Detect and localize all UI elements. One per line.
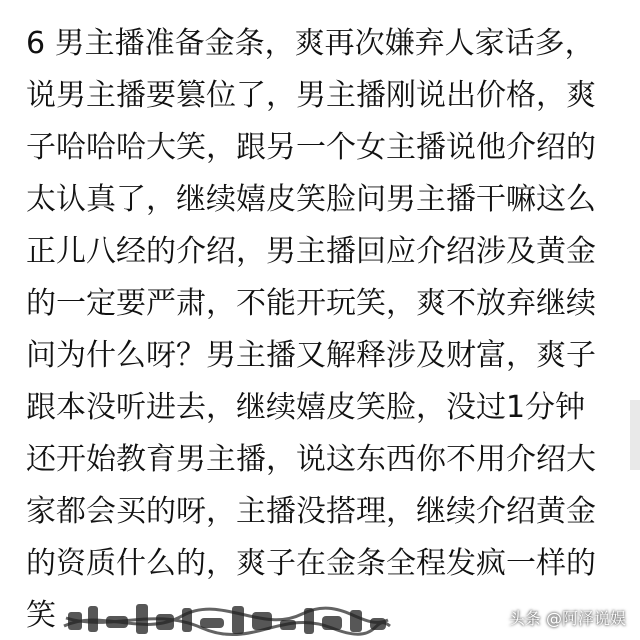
text-line: 笑 bbox=[26, 598, 56, 633]
text-line: 跟本没听进去，继续嬉皮笑脸，没过1分钟 bbox=[26, 390, 586, 425]
text-line: 正儿八经的介绍，男主播回应介绍涉及黄金 bbox=[26, 234, 596, 269]
scribble-redaction bbox=[62, 598, 392, 640]
edge-strip bbox=[630, 400, 640, 470]
text-line: 问为什么呀？男主播又解释涉及财富，爽子 bbox=[26, 338, 596, 373]
text-line: 子哈哈哈大笑，跟另一个女主播说他介绍的 bbox=[26, 130, 596, 165]
text-line: 说男主播要篡位了，男主播刚说出价格，爽 bbox=[26, 78, 596, 113]
watermark: 头条 @阿泽说娱 bbox=[508, 609, 626, 628]
text-line: 家都会买的呀，主播没搭理，继续介绍黄金 bbox=[26, 494, 596, 529]
text-line: 的资质什么的，爽子在金条全程发疯一样的 bbox=[26, 546, 596, 581]
text-line: 6 男主播准备金条，爽再次嫌弃人家话多， bbox=[26, 26, 595, 61]
text-line: 太认真了，继续嬉皮笑脸问男主播干嘛这么 bbox=[26, 182, 596, 217]
text-line: 还开始教育男主播，说这东西你不用介绍大 bbox=[26, 442, 596, 477]
text-line: 的一定要严肃，不能开玩笑，爽不放弃继续 bbox=[26, 286, 596, 321]
